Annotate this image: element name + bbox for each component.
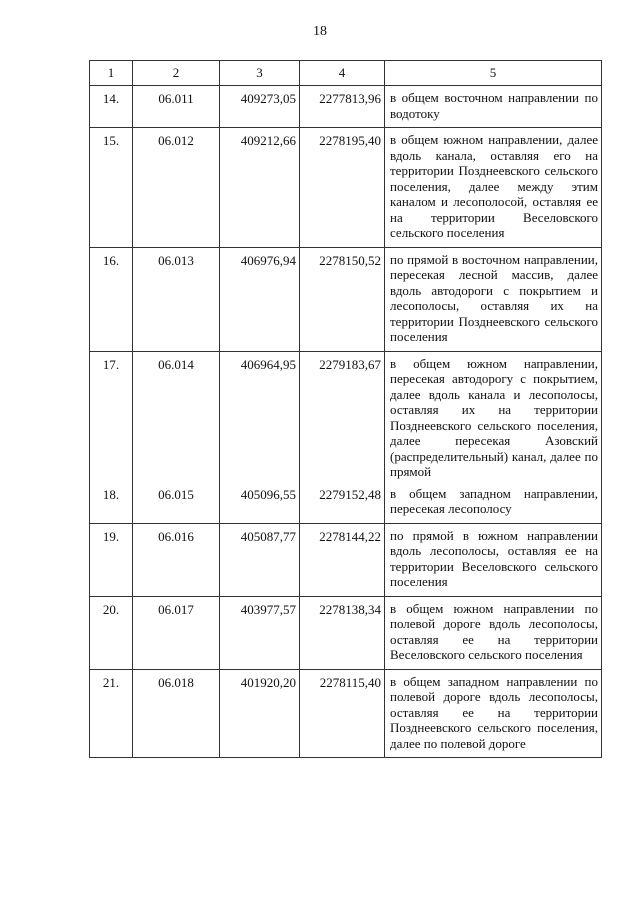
- row-number-cell: 18.: [90, 482, 133, 524]
- row-number-cell: 20.: [90, 596, 133, 669]
- column-header: 4: [300, 61, 385, 86]
- page-number: 18: [313, 24, 327, 39]
- row-number-cell: 15.: [90, 128, 133, 248]
- table-row: [90, 247, 602, 351]
- y-coordinate-cell: 2278195,40: [300, 128, 385, 248]
- table-row: [90, 351, 602, 482]
- point-code-cell: 06.015: [133, 482, 220, 524]
- table-row: [90, 482, 602, 524]
- y-coordinate-cell: 2278138,34: [300, 596, 385, 669]
- row-number-cell: 21.: [90, 669, 133, 758]
- row-number-cell: 16.: [90, 247, 133, 351]
- y-coordinate-cell: 2278144,22: [300, 523, 385, 596]
- row-number-cell: 19.: [90, 523, 133, 596]
- table-row: [90, 596, 602, 669]
- description-cell: в общем южном направлении, пересекая автодорогу с покрытием, далее вдоль канала и лесополосы, оставляя их на территории Позднеевского сельского поселения, далее пересекая Азовский (распределительный) канал, далее по прямой: [385, 351, 602, 482]
- description-cell: в общем западном направлении по полевой дороге вдоль лесополосы, оставляя ее на территории Позднеевского сельского поселения, далее по полевой дороге: [385, 669, 602, 758]
- point-code-cell: 06.016: [133, 523, 220, 596]
- column-header: 5: [385, 61, 602, 86]
- description-cell: в общем южном направлении, далее вдоль канала, оставляя его на территории Позднеевского сельского поселения, далее между этим каналом и лесополосой, оставляя ее на территории Веселовского сельского поселения: [385, 128, 602, 248]
- y-coordinate-cell: 2278150,52: [300, 247, 385, 351]
- point-code-cell: 06.012: [133, 128, 220, 248]
- table-header-row: [90, 61, 602, 86]
- boundary-table: [89, 60, 602, 758]
- y-coordinate-cell: 2279183,67: [300, 351, 385, 482]
- column-header: 1: [90, 61, 133, 86]
- point-code-cell: 06.011: [133, 86, 220, 128]
- description-cell: в общем южном направлении по полевой дороге вдоль лесополосы, оставляя ее на территории Веселовского сельского поселения: [385, 596, 602, 669]
- x-coordinate-cell: 405096,55: [220, 482, 300, 524]
- description-cell: по прямой в южном направлении вдоль лесополосы, оставляя ее на территории Веселовского сельского поселения: [385, 523, 602, 596]
- x-coordinate-cell: 401920,20: [220, 669, 300, 758]
- table-row: [90, 86, 602, 128]
- y-coordinate-cell: 2278115,40: [300, 669, 385, 758]
- column-header: 2: [133, 61, 220, 86]
- row-number-cell: 14.: [90, 86, 133, 128]
- point-code-cell: 06.013: [133, 247, 220, 351]
- row-number-cell: 17.: [90, 351, 133, 482]
- point-code-cell: 06.018: [133, 669, 220, 758]
- x-coordinate-cell: 409212,66: [220, 128, 300, 248]
- x-coordinate-cell: 406964,95: [220, 351, 300, 482]
- x-coordinate-cell: 409273,05: [220, 86, 300, 128]
- table-row: [90, 128, 602, 248]
- x-coordinate-cell: 405087,77: [220, 523, 300, 596]
- description-cell: по прямой в восточном направлении, пересекая лесной массив, далее вдоль автодороги с покрытием и лесополосы, оставляя их на территории Позднеевского сельского поселения: [385, 247, 602, 351]
- y-coordinate-cell: 2279152,48: [300, 482, 385, 524]
- description-cell: в общем восточном направлении по водотоку: [385, 86, 602, 128]
- x-coordinate-cell: 403977,57: [220, 596, 300, 669]
- column-header: 3: [220, 61, 300, 86]
- table-row: [90, 669, 602, 758]
- description-cell: в общем западном направлении, пересекая лесополосу: [385, 482, 602, 524]
- point-code-cell: 06.014: [133, 351, 220, 482]
- point-code-cell: 06.017: [133, 596, 220, 669]
- x-coordinate-cell: 406976,94: [220, 247, 300, 351]
- table-row: [90, 523, 602, 596]
- y-coordinate-cell: 2277813,96: [300, 86, 385, 128]
